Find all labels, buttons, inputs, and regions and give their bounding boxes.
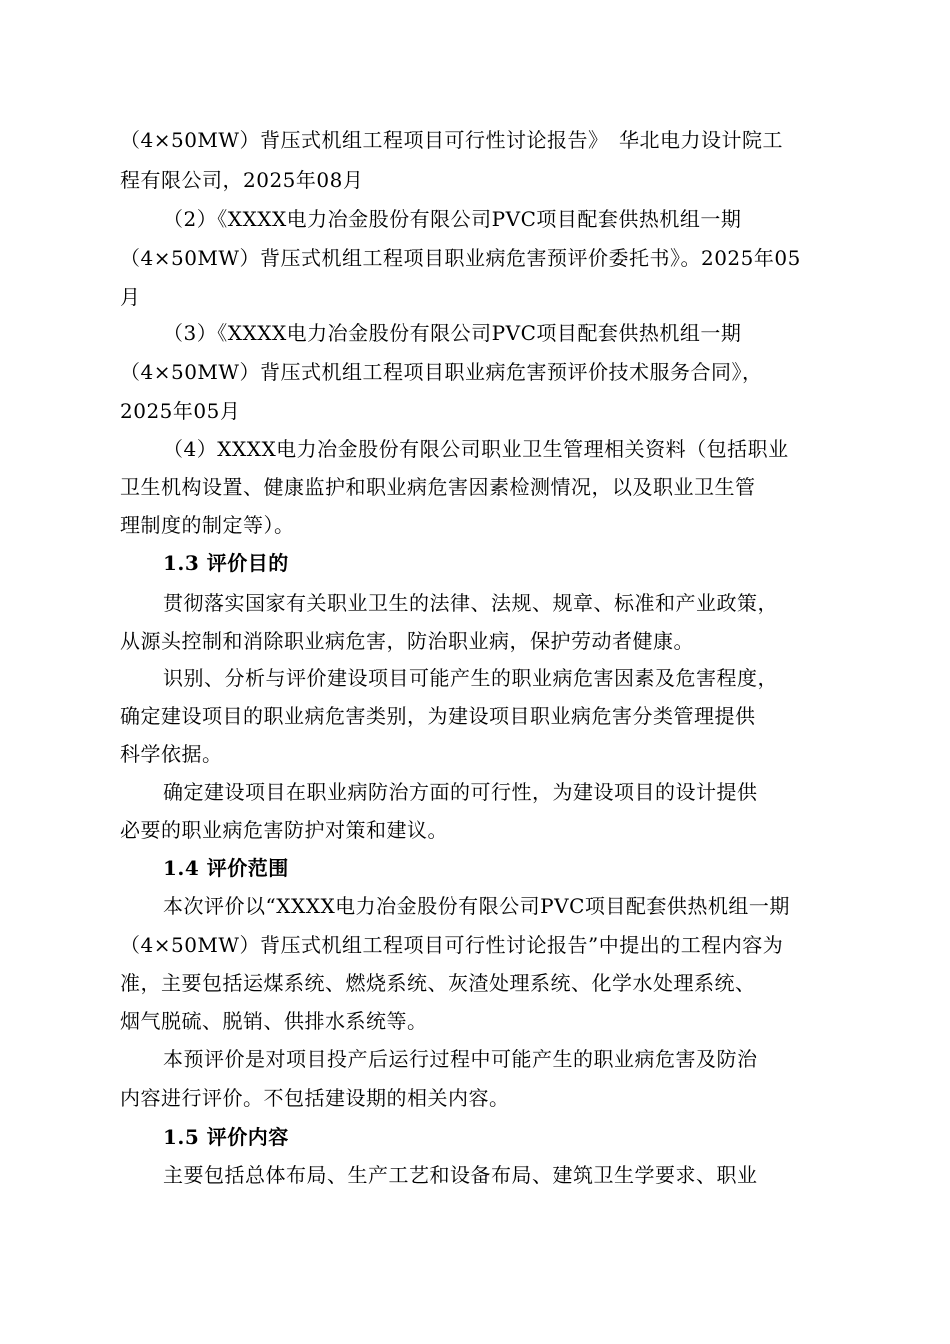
- text-line: （4×50MW）背压式机组工程项目可行性讨论报告”中提出的工程内容为: [120, 933, 784, 957]
- text-line: 卫生机构设置、健康监护和职业病危害因素检测情况，以及职业卫生管: [120, 475, 756, 499]
- text-line: 确定建设项目在职业病防治方面的可行性，为建设项目的设计提供: [163, 780, 758, 804]
- text-line: （3）《XXXX电力冶金股份有限公司PVC项目配套供热机组一期: [163, 321, 742, 345]
- text-line: 科学依据。: [120, 742, 223, 766]
- text-line: 本次评价以“XXXX电力冶金股份有限公司PVC项目配套供热机组一期: [163, 894, 790, 918]
- text-line: 必要的职业病危害防护对策和建议。: [120, 818, 448, 842]
- text-line: 程有限公司，2025年08月: [120, 168, 364, 192]
- text-line: 2025年05月: [120, 399, 241, 423]
- text-line: 贯彻落实国家有关职业卫生的法律、法规、规章、标准和产业政策，: [163, 591, 778, 615]
- text-line: 识别、分析与评价建设项目可能产生的职业病危害因素及危害程度，: [163, 666, 778, 690]
- text-line: 月: [120, 285, 141, 309]
- text-line: （4×50MW）背压式机组工程项目职业病危害预评价技术服务合同》，: [120, 360, 763, 384]
- text-line: 准，主要包括运煤系统、燃烧系统、灰渣处理系统、化学水处理系统、: [120, 971, 756, 995]
- section-heading-1-4: 1.4 评价范围: [163, 856, 289, 880]
- text-line: 理制度的制定等）。: [120, 513, 295, 537]
- text-line: 确定建设项目的职业病危害类别，为建设项目职业病危害分类管理提供: [120, 704, 756, 728]
- text-line: 内容进行评价。不包括建设期的相关内容。: [120, 1086, 510, 1110]
- text-line: 主要包括总体布局、生产工艺和设备布局、建筑卫生学要求、职业: [163, 1163, 758, 1187]
- text-line: （2）《XXXX电力冶金股份有限公司PVC项目配套供热机组一期: [163, 207, 742, 231]
- text-line: 从源头控制和消除职业病危害，防治职业病，保护劳动者健康。: [120, 629, 694, 653]
- text-line: 本预评价是对项目投产后运行过程中可能产生的职业病危害及防治: [163, 1047, 758, 1071]
- section-heading-1-5: 1.5 评价内容: [163, 1125, 289, 1149]
- text-line: （4×50MW）背压式机组工程项目可行性讨论报告》 华北电力设计院工: [120, 128, 783, 152]
- section-heading-1-3: 1.3 评价目的: [163, 551, 289, 575]
- text-line: （4×50MW）背压式机组工程项目职业病危害预评价委托书》。2025年05: [120, 246, 801, 270]
- text-line: （4）XXXX电力冶金股份有限公司职业卫生管理相关资料（包括职业: [163, 437, 789, 461]
- text-line: 烟气脱硫、脱销、供排水系统等。: [120, 1009, 428, 1033]
